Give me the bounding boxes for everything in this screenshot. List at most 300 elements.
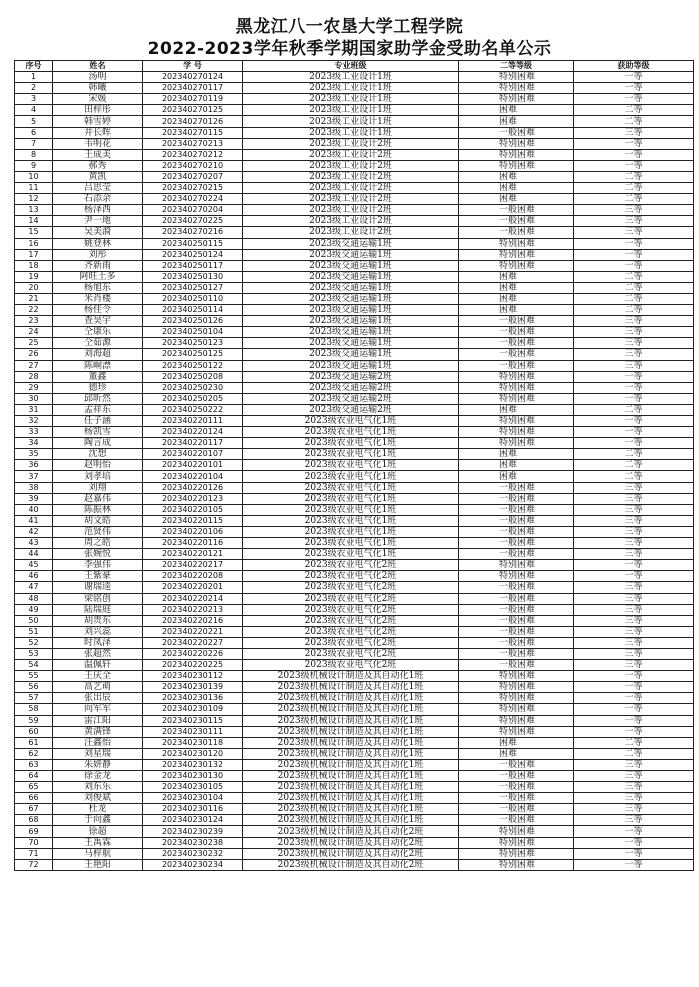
cell-index: 11 xyxy=(15,183,53,194)
cell-difficulty-level: 特别困难 xyxy=(459,416,574,427)
cell-grant-level: 一等 xyxy=(574,704,694,715)
cell-name: 王庆全 xyxy=(53,671,143,682)
table-row xyxy=(15,859,694,870)
cell-index: 59 xyxy=(15,715,53,726)
cell-name: 胡文皓 xyxy=(53,515,143,526)
cell-major-class: 2023级机械设计制造及其自动化1班 xyxy=(243,771,459,782)
cell-index: 69 xyxy=(15,826,53,837)
cell-grant-level: 一等 xyxy=(574,560,694,571)
cell-difficulty-level: 一般困难 xyxy=(459,327,574,338)
cell-grant-level: 三等 xyxy=(574,216,694,227)
cell-difficulty-level: 特别困难 xyxy=(459,715,574,726)
cell-grant-level: 一等 xyxy=(574,571,694,582)
cell-major-class: 2023级交通运输1班 xyxy=(243,316,459,327)
cell-student-id: 202340230118 xyxy=(143,737,243,748)
cell-student-id: 202340220225 xyxy=(143,660,243,671)
cell-difficulty-level: 特别困难 xyxy=(459,94,574,105)
cell-major-class: 2023级工业设计1班 xyxy=(243,72,459,83)
cell-student-id: 202340270224 xyxy=(143,194,243,205)
cell-student-id: 202340220217 xyxy=(143,560,243,571)
cell-difficulty-level: 特别困难 xyxy=(459,848,574,859)
cell-student-id: 202340220104 xyxy=(143,471,243,482)
table-row xyxy=(15,149,694,160)
cell-student-id: 202340250125 xyxy=(143,349,243,360)
table-row xyxy=(15,404,694,415)
header-name: 姓名 xyxy=(53,61,143,72)
cell-index: 49 xyxy=(15,604,53,615)
cell-index: 20 xyxy=(15,282,53,293)
cell-grant-level: 三等 xyxy=(574,771,694,782)
cell-difficulty-level: 困难 xyxy=(459,449,574,460)
table-row xyxy=(15,282,694,293)
table-row xyxy=(15,371,694,382)
cell-grant-level: 三等 xyxy=(574,648,694,659)
cell-name: 温佩轩 xyxy=(53,660,143,671)
cell-major-class: 2023级机械设计制造及其自动化1班 xyxy=(243,726,459,737)
cell-index: 61 xyxy=(15,737,53,748)
cell-grant-level: 一等 xyxy=(574,848,694,859)
cell-index: 70 xyxy=(15,837,53,848)
cell-major-class: 2023级机械设计制造及其自动化1班 xyxy=(243,748,459,759)
table-row xyxy=(15,715,694,726)
cell-name: 仝康乐 xyxy=(53,327,143,338)
cell-index: 46 xyxy=(15,571,53,582)
cell-difficulty-level: 特别困难 xyxy=(459,704,574,715)
cell-index: 37 xyxy=(15,471,53,482)
cell-grant-level: 三等 xyxy=(574,660,694,671)
cell-student-id: 202340230109 xyxy=(143,704,243,715)
cell-difficulty-level: 特别困难 xyxy=(459,671,574,682)
table-row xyxy=(15,526,694,537)
cell-difficulty-level: 一般困难 xyxy=(459,648,574,659)
cell-difficulty-level: 特别困难 xyxy=(459,438,574,449)
cell-major-class: 2023级交通运输1班 xyxy=(243,327,459,338)
cell-grant-level: 一等 xyxy=(574,837,694,848)
cell-name: 朱妍静 xyxy=(53,759,143,770)
cell-difficulty-level: 一般困难 xyxy=(459,626,574,637)
cell-major-class: 2023级交通运输1班 xyxy=(243,360,459,371)
table-row xyxy=(15,826,694,837)
cell-difficulty-level: 一般困难 xyxy=(459,660,574,671)
cell-major-class: 2023级机械设计制造及其自动化2班 xyxy=(243,837,459,848)
cell-name: 于向鑫 xyxy=(53,815,143,826)
cell-index: 15 xyxy=(15,227,53,238)
cell-grant-level: 三等 xyxy=(574,227,694,238)
cell-difficulty-level: 特别困难 xyxy=(459,726,574,737)
cell-name: 张超然 xyxy=(53,648,143,659)
cell-student-id: 202340250230 xyxy=(143,382,243,393)
cell-name: 高艺萌 xyxy=(53,682,143,693)
cell-index: 24 xyxy=(15,327,53,338)
cell-name: 李强伟 xyxy=(53,560,143,571)
cell-major-class: 2023级交通运输1班 xyxy=(243,338,459,349)
cell-grant-level: 三等 xyxy=(574,549,694,560)
cell-name: 杨旭东 xyxy=(53,282,143,293)
cell-major-class: 2023级机械设计制造及其自动化2班 xyxy=(243,826,459,837)
table-row xyxy=(15,571,694,582)
cell-student-id: 202340230234 xyxy=(143,859,243,870)
table-row xyxy=(15,671,694,682)
cell-name: 米肖楼 xyxy=(53,293,143,304)
table-row xyxy=(15,460,694,471)
cell-student-id: 202340230136 xyxy=(143,693,243,704)
cell-student-id: 202340220111 xyxy=(143,416,243,427)
cell-student-id: 202340230124 xyxy=(143,815,243,826)
cell-index: 54 xyxy=(15,660,53,671)
cell-student-id: 202340220121 xyxy=(143,549,243,560)
cell-name: 任子涵 xyxy=(53,416,143,427)
cell-student-id: 202340250208 xyxy=(143,371,243,382)
cell-major-class: 2023级农业电气化2班 xyxy=(243,637,459,648)
cell-difficulty-level: 一般困难 xyxy=(459,482,574,493)
cell-difficulty-level: 一般困难 xyxy=(459,593,574,604)
table-row xyxy=(15,560,694,571)
cell-name: 刘星瑞 xyxy=(53,748,143,759)
cell-index: 28 xyxy=(15,371,53,382)
cell-index: 71 xyxy=(15,848,53,859)
cell-name: 周之皓 xyxy=(53,538,143,549)
cell-grant-level: 一等 xyxy=(574,826,694,837)
cell-student-id: 202340270117 xyxy=(143,83,243,94)
cell-major-class: 2023级工业设计1班 xyxy=(243,94,459,105)
cell-difficulty-level: 一般困难 xyxy=(459,216,574,227)
cell-difficulty-level: 一般困难 xyxy=(459,759,574,770)
cell-student-id: 202340220201 xyxy=(143,582,243,593)
cell-index: 12 xyxy=(15,194,53,205)
cell-name: 董鑫 xyxy=(53,371,143,382)
cell-student-id: 202340230111 xyxy=(143,726,243,737)
cell-grant-level: 三等 xyxy=(574,804,694,815)
cell-difficulty-level: 困难 xyxy=(459,293,574,304)
cell-difficulty-level: 困难 xyxy=(459,404,574,415)
cell-major-class: 2023级农业电气化1班 xyxy=(243,526,459,537)
cell-student-id: 202340230238 xyxy=(143,837,243,848)
cell-name: 吴美漪 xyxy=(53,227,143,238)
cell-grant-level: 一等 xyxy=(574,859,694,870)
cell-index: 13 xyxy=(15,205,53,216)
cell-index: 39 xyxy=(15,493,53,504)
cell-index: 34 xyxy=(15,438,53,449)
table-row xyxy=(15,316,694,327)
cell-major-class: 2023级交通运输2班 xyxy=(243,393,459,404)
cell-name: 谢瑞逵 xyxy=(53,582,143,593)
cell-student-id: 202340250114 xyxy=(143,305,243,316)
cell-difficulty-level: 一般困难 xyxy=(459,515,574,526)
cell-index: 17 xyxy=(15,249,53,260)
cell-index: 8 xyxy=(15,149,53,160)
cell-difficulty-level: 特别困难 xyxy=(459,682,574,693)
cell-difficulty-level: 困难 xyxy=(459,471,574,482)
cell-difficulty-level: 一般困难 xyxy=(459,349,574,360)
table-row xyxy=(15,382,694,393)
cell-grant-level: 三等 xyxy=(574,526,694,537)
table-row xyxy=(15,637,694,648)
cell-major-class: 2023级工业设计2班 xyxy=(243,227,459,238)
cell-student-id: 202340230239 xyxy=(143,826,243,837)
cell-index: 3 xyxy=(15,94,53,105)
cell-difficulty-level: 一般困难 xyxy=(459,782,574,793)
cell-name: 杜龙 xyxy=(53,804,143,815)
cell-major-class: 2023级工业设计2班 xyxy=(243,138,459,149)
cell-name: 杨凯雪 xyxy=(53,427,143,438)
cell-difficulty-level: 困难 xyxy=(459,271,574,282)
cell-major-class: 2023级农业电气化1班 xyxy=(243,493,459,504)
cell-major-class: 2023级农业电气化2班 xyxy=(243,560,459,571)
cell-major-class: 2023级农业电气化2班 xyxy=(243,648,459,659)
cell-index: 65 xyxy=(15,782,53,793)
cell-major-class: 2023级工业设计1班 xyxy=(243,127,459,138)
cell-major-class: 2023级交通运输1班 xyxy=(243,293,459,304)
cell-name: 田梓彤 xyxy=(53,105,143,116)
cell-grant-level: 二等 xyxy=(574,105,694,116)
cell-major-class: 2023级农业电气化1班 xyxy=(243,482,459,493)
cell-grant-level: 三等 xyxy=(574,582,694,593)
cell-index: 41 xyxy=(15,515,53,526)
cell-difficulty-level: 困难 xyxy=(459,116,574,127)
cell-index: 72 xyxy=(15,859,53,870)
cell-name: 吕思莹 xyxy=(53,183,143,194)
table-row xyxy=(15,427,694,438)
cell-major-class: 2023级农业电气化1班 xyxy=(243,504,459,515)
cell-difficulty-level: 特别困难 xyxy=(459,560,574,571)
cell-index: 58 xyxy=(15,704,53,715)
cell-major-class: 2023级农业电气化1班 xyxy=(243,416,459,427)
cell-student-id: 202340220101 xyxy=(143,460,243,471)
cell-grant-level: 一等 xyxy=(574,715,694,726)
cell-student-id: 202340250104 xyxy=(143,327,243,338)
cell-student-id: 202340250117 xyxy=(143,260,243,271)
cell-major-class: 2023级工业设计2班 xyxy=(243,216,459,227)
cell-grant-level: 一等 xyxy=(574,671,694,682)
table-row xyxy=(15,648,694,659)
cell-grant-level: 三等 xyxy=(574,615,694,626)
cell-major-class: 2023级机械设计制造及其自动化1班 xyxy=(243,804,459,815)
cell-student-id: 202340270126 xyxy=(143,116,243,127)
cell-name: 邱昕然 xyxy=(53,393,143,404)
cell-name: 姚登林 xyxy=(53,238,143,249)
table-row xyxy=(15,360,694,371)
cell-grant-level: 三等 xyxy=(574,482,694,493)
table-row xyxy=(15,804,694,815)
cell-grant-level: 三等 xyxy=(574,360,694,371)
table-row xyxy=(15,682,694,693)
cell-grant-level: 二等 xyxy=(574,171,694,182)
table-row xyxy=(15,748,694,759)
cell-grant-level: 二等 xyxy=(574,183,694,194)
cell-difficulty-level: 一般困难 xyxy=(459,793,574,804)
table-row xyxy=(15,138,694,149)
cell-student-id: 202340250110 xyxy=(143,293,243,304)
cell-difficulty-level: 特别困难 xyxy=(459,83,574,94)
header-index: 序号 xyxy=(15,61,53,72)
cell-major-class: 2023级机械设计制造及其自动化1班 xyxy=(243,693,459,704)
cell-student-id: 202340270115 xyxy=(143,127,243,138)
cell-index: 42 xyxy=(15,526,53,537)
cell-student-id: 202340270125 xyxy=(143,105,243,116)
cell-student-id: 202340250126 xyxy=(143,316,243,327)
cell-grant-level: 二等 xyxy=(574,293,694,304)
cell-name: 刘海超 xyxy=(53,349,143,360)
header-major-class: 专业班级 xyxy=(243,61,459,72)
table-row xyxy=(15,293,694,304)
cell-grant-level: 三等 xyxy=(574,515,694,526)
table-row xyxy=(15,72,694,83)
cell-grant-level: 三等 xyxy=(574,316,694,327)
table-row xyxy=(15,393,694,404)
cell-name: 张出辰 xyxy=(53,693,143,704)
cell-grant-level: 一等 xyxy=(574,249,694,260)
table-row xyxy=(15,105,694,116)
cell-name: 刘孝培 xyxy=(53,471,143,482)
cell-grant-level: 三等 xyxy=(574,205,694,216)
cell-grant-level: 三等 xyxy=(574,538,694,549)
cell-major-class: 2023级农业电气化1班 xyxy=(243,438,459,449)
cell-name: 向军军 xyxy=(53,704,143,715)
cell-student-id: 202340220117 xyxy=(143,438,243,449)
cell-index: 26 xyxy=(15,349,53,360)
cell-name: 井长晖 xyxy=(53,127,143,138)
cell-student-id: 202340220123 xyxy=(143,493,243,504)
table-row xyxy=(15,704,694,715)
cell-major-class: 2023级机械设计制造及其自动化1班 xyxy=(243,815,459,826)
cell-major-class: 2023级农业电气化1班 xyxy=(243,515,459,526)
table-row xyxy=(15,160,694,171)
cell-index: 67 xyxy=(15,804,53,815)
table-row xyxy=(15,626,694,637)
cell-name: 杨佳令 xyxy=(53,305,143,316)
cell-major-class: 2023级机械设计制造及其自动化1班 xyxy=(243,704,459,715)
cell-name: 郝秀 xyxy=(53,160,143,171)
cell-difficulty-level: 一般困难 xyxy=(459,338,574,349)
cell-grant-level: 三等 xyxy=(574,493,694,504)
cell-student-id: 202340220106 xyxy=(143,526,243,537)
cell-index: 6 xyxy=(15,127,53,138)
table-row xyxy=(15,338,694,349)
cell-index: 50 xyxy=(15,615,53,626)
cell-student-id: 202340230130 xyxy=(143,771,243,782)
cell-index: 45 xyxy=(15,560,53,571)
cell-difficulty-level: 困难 xyxy=(459,460,574,471)
cell-index: 18 xyxy=(15,260,53,271)
cell-grant-level: 一等 xyxy=(574,72,694,83)
cell-student-id: 202340250130 xyxy=(143,271,243,282)
cell-major-class: 2023级农业电气化1班 xyxy=(243,549,459,560)
table-row xyxy=(15,327,694,338)
cell-difficulty-level: 一般困难 xyxy=(459,771,574,782)
cell-difficulty-level: 困难 xyxy=(459,105,574,116)
cell-index: 23 xyxy=(15,316,53,327)
cell-grant-level: 三等 xyxy=(574,782,694,793)
table-row xyxy=(15,737,694,748)
cell-difficulty-level: 一般困难 xyxy=(459,227,574,238)
cell-index: 35 xyxy=(15,449,53,460)
table-row xyxy=(15,183,694,194)
cell-name: 汤明 xyxy=(53,72,143,83)
cell-name: 刘翔 xyxy=(53,482,143,493)
cell-grant-level: 二等 xyxy=(574,449,694,460)
cell-grant-level: 三等 xyxy=(574,338,694,349)
cell-major-class: 2023级交通运输2班 xyxy=(243,371,459,382)
cell-student-id: 202340220221 xyxy=(143,626,243,637)
cell-index: 36 xyxy=(15,460,53,471)
cell-student-id: 202340220216 xyxy=(143,615,243,626)
cell-major-class: 2023级农业电气化2班 xyxy=(243,571,459,582)
cell-difficulty-level: 特别困难 xyxy=(459,160,574,171)
cell-difficulty-level: 特别困难 xyxy=(459,693,574,704)
cell-index: 62 xyxy=(15,748,53,759)
cell-name: 王成美 xyxy=(53,149,143,160)
cell-grant-level: 一等 xyxy=(574,238,694,249)
cell-major-class: 2023级农业电气化2班 xyxy=(243,604,459,615)
cell-name: 尹一地 xyxy=(53,216,143,227)
cell-student-id: 202340220213 xyxy=(143,604,243,615)
cell-student-id: 202340250222 xyxy=(143,404,243,415)
table-row xyxy=(15,848,694,859)
table-row xyxy=(15,837,694,848)
cell-name: 徐超 xyxy=(53,826,143,837)
cell-grant-level: 一等 xyxy=(574,393,694,404)
cell-name: 宋媛 xyxy=(53,94,143,105)
cell-student-id: 202340250123 xyxy=(143,338,243,349)
table-row xyxy=(15,793,694,804)
cell-grant-level: 一等 xyxy=(574,160,694,171)
cell-major-class: 2023级工业设计2班 xyxy=(243,205,459,216)
cell-difficulty-level: 特别困难 xyxy=(459,859,574,870)
cell-student-id: 202340220208 xyxy=(143,571,243,582)
cell-grant-level: 三等 xyxy=(574,815,694,826)
cell-major-class: 2023级机械设计制造及其自动化1班 xyxy=(243,682,459,693)
cell-grant-level: 一等 xyxy=(574,726,694,737)
cell-student-id: 202340230139 xyxy=(143,682,243,693)
cell-index: 21 xyxy=(15,293,53,304)
cell-grant-level: 一等 xyxy=(574,149,694,160)
cell-major-class: 2023级工业设计2班 xyxy=(243,171,459,182)
cell-student-id: 202340270204 xyxy=(143,205,243,216)
cell-index: 10 xyxy=(15,171,53,182)
cell-name: 德珍 xyxy=(53,382,143,393)
cell-name: 黄凯 xyxy=(53,171,143,182)
cell-grant-level: 二等 xyxy=(574,471,694,482)
cell-grant-level: 一等 xyxy=(574,138,694,149)
cell-difficulty-level: 一般困难 xyxy=(459,538,574,549)
table-row xyxy=(15,726,694,737)
cell-index: 60 xyxy=(15,726,53,737)
cell-major-class: 2023级工业设计1班 xyxy=(243,83,459,94)
table-row xyxy=(15,493,694,504)
table-row xyxy=(15,238,694,249)
cell-name: 阿旺土多 xyxy=(53,271,143,282)
cell-major-class: 2023级机械设计制造及其自动化1班 xyxy=(243,671,459,682)
cell-name: 范贤伟 xyxy=(53,526,143,537)
cell-major-class: 2023级工业设计1班 xyxy=(243,105,459,116)
cell-student-id: 202340230115 xyxy=(143,715,243,726)
cell-difficulty-level: 一般困难 xyxy=(459,815,574,826)
cell-name: 赵明怡 xyxy=(53,460,143,471)
cell-major-class: 2023级交通运输1班 xyxy=(243,271,459,282)
cell-index: 1 xyxy=(15,72,53,83)
cell-difficulty-level: 特别困难 xyxy=(459,826,574,837)
cell-grant-level: 一等 xyxy=(574,94,694,105)
cell-difficulty-level: 特别困难 xyxy=(459,249,574,260)
table-row xyxy=(15,515,694,526)
cell-student-id: 202340270225 xyxy=(143,216,243,227)
cell-index: 51 xyxy=(15,626,53,637)
cell-name: 杨泽西 xyxy=(53,205,143,216)
cell-grant-level: 二等 xyxy=(574,737,694,748)
cell-name: 陈峒漂 xyxy=(53,360,143,371)
cell-student-id: 202340220124 xyxy=(143,427,243,438)
cell-name: 赵嘉伟 xyxy=(53,493,143,504)
